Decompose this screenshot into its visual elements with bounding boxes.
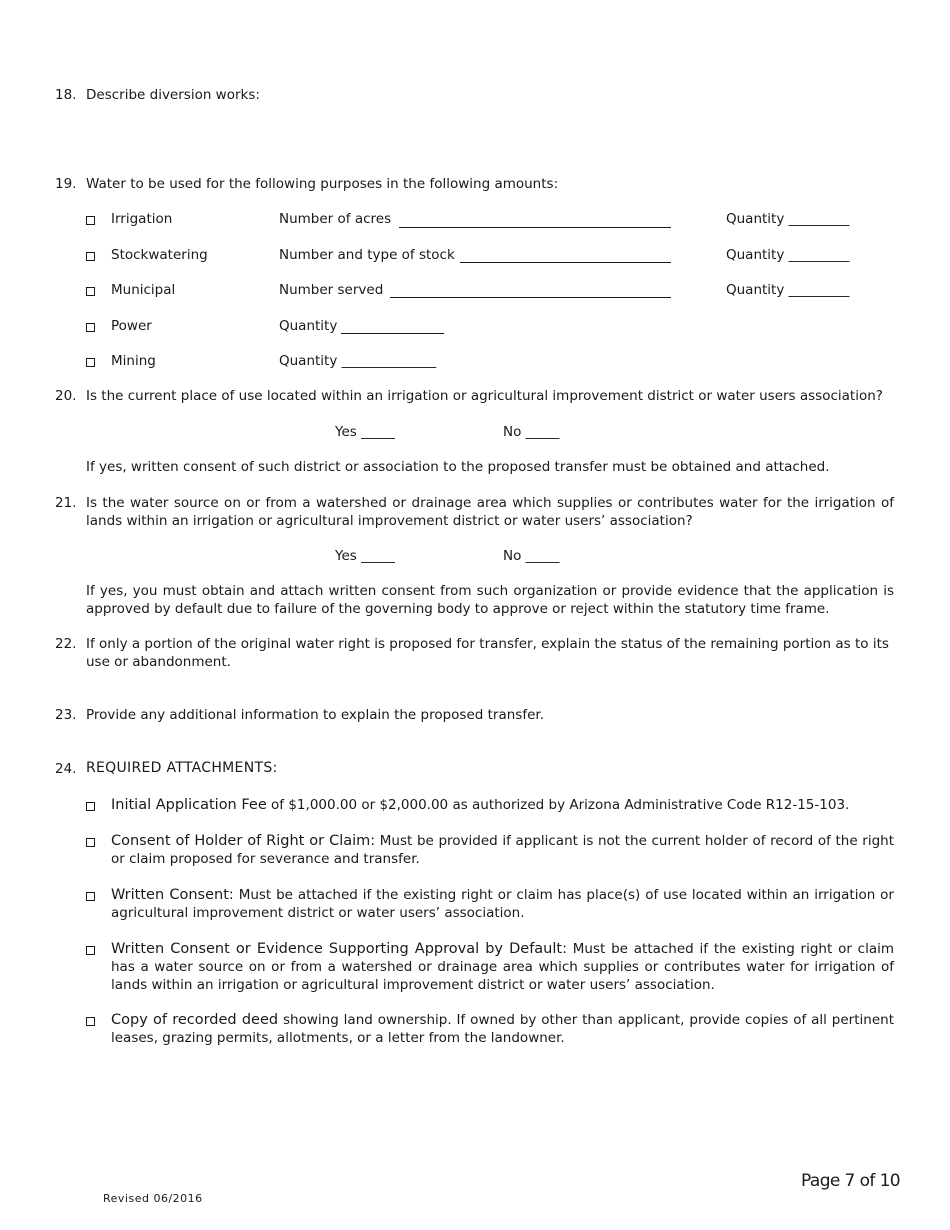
purpose-stockwatering-label: Stockwatering	[111, 247, 208, 263]
q21-text: Is the water source on or from a watershed or drainage area which supplies or contributes water for the irrigation of lands within an irrigation or agricultural improvement district or water users’ association?	[86, 495, 894, 529]
mining-checkbox[interactable]	[86, 358, 95, 367]
stockwatering-quantity[interactable]: Quantity _________	[726, 247, 850, 263]
q23-text: Provide any additional information to explain the proposed transfer.	[86, 707, 544, 723]
attachment-default-approval-checkbox[interactable]	[86, 946, 95, 955]
q18-number: 18.	[55, 87, 77, 103]
irrigation-quantity[interactable]: Quantity _________	[726, 211, 850, 227]
q21-no[interactable]: No _____	[503, 548, 560, 564]
q23-number: 23.	[55, 707, 77, 723]
q18-text: Describe diversion works:	[86, 87, 260, 103]
q21-note: If yes, you must obtain and attach written consent from such organization or provide evidence that the application is approved by default due to failure of the governing body to approve or reject within the statutory time frame.	[86, 583, 894, 617]
attachment-default-approval: Written Consent or Evidence Supporting Approval by Default: Must be attached if the existing right or claim has a water source on or from a watershed or drainage area which supplies or contributes water for irrigation of lands within an irrigation or agricultural improvement district or water users’ association.	[111, 941, 895, 993]
q21-yes[interactable]: Yes _____	[335, 548, 395, 564]
q24-number: 24.	[55, 761, 77, 777]
power-checkbox[interactable]	[86, 323, 95, 332]
acres-input[interactable]	[399, 227, 671, 228]
stock-label: Number and type of stock	[279, 247, 455, 263]
municipal-checkbox[interactable]	[86, 287, 95, 296]
q20-text: Is the current place of use located within an irrigation or agricultural improvement district or water users association?	[86, 388, 883, 404]
power-quantity-label: Quantity	[279, 318, 338, 334]
page-number: Page 7 of 10	[801, 1171, 901, 1191]
q20-number: 20.	[55, 388, 77, 404]
revised-date: Revised 06/2016	[103, 1192, 203, 1205]
municipal-quantity[interactable]: Quantity _________	[726, 282, 850, 298]
served-label: Number served	[279, 282, 384, 298]
q22-text: If only a portion of the original water right is proposed for transfer, explain the status of the remaining portion as to its use or abandonment.	[86, 636, 889, 670]
stockwatering-checkbox[interactable]	[86, 252, 95, 261]
attachment-holder-consent: Consent of Holder of Right or Claim: Must be provided if applicant is not the current holder of record of the right or claim proposed for severance and transfer.	[111, 833, 894, 867]
irrigation-checkbox[interactable]	[86, 216, 95, 225]
q20-yes[interactable]: Yes _____	[335, 424, 395, 440]
q20-note: If yes, written consent of such district or association to the proposed transfer must be obtained and attached.	[86, 459, 830, 475]
purpose-mining-label: Mining	[111, 353, 156, 369]
purpose-irrigation-label: Irrigation	[111, 211, 173, 227]
attachment-fee-checkbox[interactable]	[86, 802, 95, 811]
q21-number: 21.	[55, 495, 77, 511]
q19-text: Water to be used for the following purposes in the following amounts:	[86, 176, 559, 192]
q19-number: 19.	[55, 176, 77, 192]
stock-input[interactable]	[460, 262, 671, 263]
q20-no[interactable]: No _____	[503, 424, 560, 440]
q22-number: 22.	[55, 636, 77, 652]
attachment-deed-checkbox[interactable]	[86, 1017, 95, 1026]
attachment-written-consent-checkbox[interactable]	[86, 892, 95, 901]
purpose-power-label: Power	[111, 318, 152, 334]
attachment-holder-consent-checkbox[interactable]	[86, 838, 95, 847]
purpose-municipal-label: Municipal	[111, 282, 176, 298]
attachment-written-consent: Written Consent: Must be attached if the existing right or claim has place(s) of use located within an irrigation or agricultural improvement district or water users’ association.	[111, 887, 894, 921]
acres-label: Number of acres	[279, 211, 392, 227]
attachment-fee: Initial Application Fee of $1,000.00 or $2,000.00 as authorized by Arizona Administrative Code R12-15-103.	[111, 797, 850, 813]
power-quantity-input[interactable]	[341, 333, 444, 334]
q24-heading: REQUIRED ATTACHMENTS:	[86, 760, 278, 776]
attachment-deed: Copy of recorded deed showing land ownership. If owned by other than applicant, provide copies of all pertinent leases, grazing permits, allotments, or a letter from the landowner.	[111, 1012, 894, 1046]
served-input[interactable]	[390, 297, 671, 298]
mining-quantity[interactable]: Quantity ______________	[279, 353, 437, 369]
